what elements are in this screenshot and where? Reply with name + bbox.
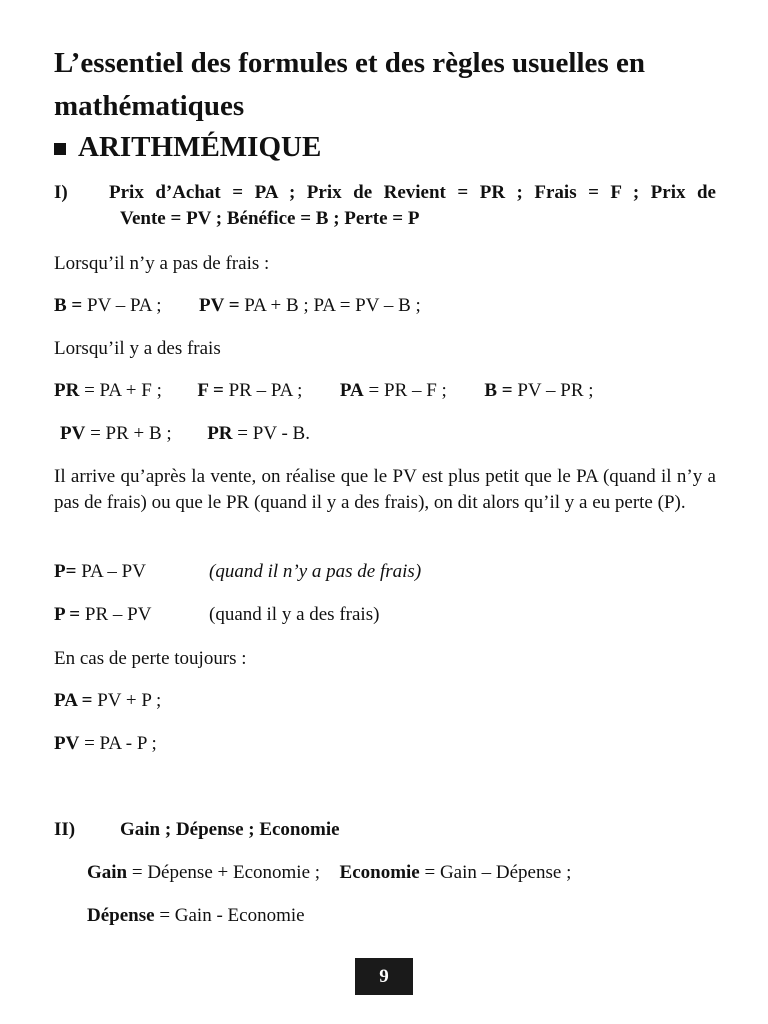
formula-expr: PA – PV xyxy=(76,561,146,582)
formula-line-3 xyxy=(60,421,310,447)
formula-term: PR xyxy=(207,423,233,444)
loss-formula-1 xyxy=(54,559,422,585)
loss-paragraph: Il arrive qu’après la vente, on réalise que le PV est plus petit que le PA (quand il n’y a pas de frais) ou que le PR (quand il y a des frais), on dit alors qu’il y a eu perte (P). xyxy=(54,466,716,513)
formula-term: Dépense xyxy=(87,905,155,926)
formula-term: PR xyxy=(54,380,80,401)
formula-note: (quand il n’y a pas de frais) xyxy=(209,561,422,582)
part2-heading xyxy=(54,817,340,843)
formula-line-1 xyxy=(54,293,421,319)
formula-term: PA = xyxy=(54,690,93,711)
formula-expr: PV – PR ; xyxy=(512,380,594,401)
part1-number: I) xyxy=(54,182,68,203)
formula-expr: PV – PA ; xyxy=(82,295,162,316)
formula-term: Gain xyxy=(87,862,128,883)
formula-expr: PR – PA ; xyxy=(223,380,303,401)
formula-term: PV xyxy=(60,423,86,444)
loss-formula-2 xyxy=(54,602,380,628)
formula-term: PV xyxy=(54,733,80,754)
formula-term: P = xyxy=(54,604,81,625)
formula-line-2 xyxy=(54,378,594,404)
formula-term: F = xyxy=(197,380,224,401)
section-heading-label: ARITHMÉMIQUE xyxy=(78,131,322,163)
page-number-badge: 9 xyxy=(355,958,413,995)
part2-number: II) xyxy=(54,819,76,840)
formula-expr: = PR + B ; xyxy=(85,423,172,444)
formula-expr: = PV - B. xyxy=(232,423,310,444)
part1-definitions-line2: Vente = PV ; Bénéfice = B ; Perte = P xyxy=(120,208,420,229)
formula-expr: = PA + F ; xyxy=(79,380,162,401)
formula-expr: = Gain – Dépense ; xyxy=(419,862,572,883)
always-loss-label: En cas de perte toujours : xyxy=(54,648,247,669)
square-bullet-icon xyxy=(54,143,66,155)
formula-expr: = PA - P ; xyxy=(79,733,157,754)
formula-expr: = PR – F ; xyxy=(363,380,447,401)
formula-expr: = Dépense + Economie ; xyxy=(127,862,321,883)
formula-expr: = Gain - Economie xyxy=(154,905,305,926)
with-fees-label: Lorsqu’il y a des frais xyxy=(54,338,221,359)
formula-note: (quand il y a des frais) xyxy=(209,604,380,625)
formula-term: Economie xyxy=(339,862,420,883)
formula-term: P= xyxy=(54,561,77,582)
section-heading xyxy=(54,129,321,165)
formula-term: B = xyxy=(54,295,83,316)
part2-title: Gain ; Dépense ; Economie xyxy=(120,819,340,840)
formula-expr: PR – PV xyxy=(80,604,152,625)
formula-line-5 xyxy=(54,731,157,757)
formula-term: PV = xyxy=(198,295,240,316)
formula-term: PA xyxy=(339,380,364,401)
gain-formula-1 xyxy=(87,860,571,886)
page-title: L’essentiel des formules et des règles usuelles en mathématiques xyxy=(54,47,645,122)
gain-formula-2 xyxy=(87,903,305,929)
formula-term: B = xyxy=(484,380,513,401)
formula-line-4 xyxy=(54,688,161,714)
part1-definitions-line1: Prix d’Achat = PA ; Prix de Revient = PR ; Frais = F ; Prix de xyxy=(109,182,716,203)
no-fees-label: Lorsqu’il n’y a pas de frais : xyxy=(54,253,270,274)
formula-expr: PA + B ; PA = PV – B ; xyxy=(239,295,421,316)
formula-expr: PV + P ; xyxy=(92,690,162,711)
